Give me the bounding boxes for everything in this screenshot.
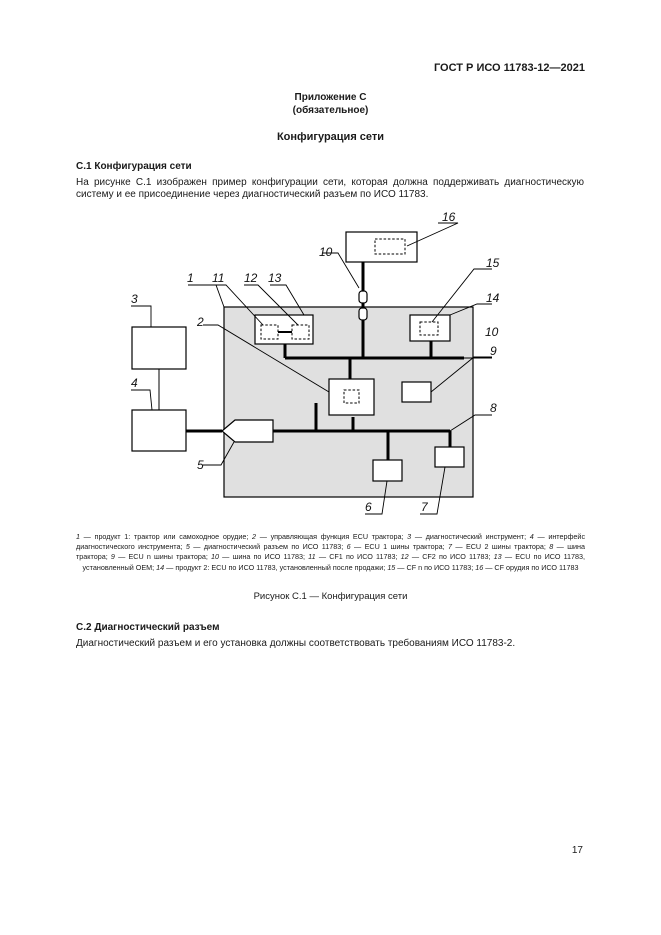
cf2-box bbox=[292, 325, 309, 339]
callout-4: 4 bbox=[131, 376, 138, 390]
annex-name: Конфигурация сети bbox=[276, 131, 385, 143]
callout-9: 9 bbox=[490, 344, 497, 358]
section-2-heading: С.2 Диагностический разъем bbox=[76, 622, 220, 633]
ecu-1-box bbox=[373, 460, 402, 481]
legend-item: 16 — CF орудия по ИСО 11783 bbox=[475, 562, 579, 572]
cf-n-box bbox=[420, 322, 438, 335]
legend-item: 12 — CF2 по ИСО 11783; bbox=[400, 552, 491, 562]
legend-item: 15 — CF n по ИСО 11783; bbox=[387, 562, 474, 572]
callout-7: 7 bbox=[421, 500, 428, 514]
legend-item: 8 — шина трактора; bbox=[76, 542, 586, 562]
legend-item: 1 — продукт 1: трактор или самоходное орудие; bbox=[76, 532, 249, 541]
page-number: 17 bbox=[571, 845, 583, 856]
standard-designation: ГОСТ Р ИСО 11783-12—2021 bbox=[433, 62, 585, 74]
diagnostic-tool-box bbox=[132, 327, 186, 369]
callout-1: 1 bbox=[187, 271, 194, 285]
callout-13: 13 bbox=[268, 271, 282, 285]
callout-15: 15 bbox=[486, 256, 500, 270]
figure-legend bbox=[76, 532, 585, 573]
legend-item: 13 — ECU по ИСО 11783, установленный OEM; bbox=[82, 552, 586, 572]
annex-type: (обязательное) bbox=[292, 105, 369, 116]
callout-14: 14 bbox=[486, 291, 500, 305]
legend-item: 2 — управляющая функция ECU трактора; bbox=[252, 532, 404, 541]
callout-2: 2 bbox=[197, 315, 204, 329]
callout-11: 11 bbox=[212, 271, 225, 285]
legend-item: 11 — CF1 по ИСО 11783; bbox=[308, 552, 398, 562]
section-1-text: На рисунке С.1 изображен пример конфигурации сети, которая должна поддерживать диагностическую систему и ее присоединение через диагностический разъем по ИСО 11783. bbox=[76, 177, 584, 200]
callout-16: 16 bbox=[442, 210, 456, 224]
tool-interface-box bbox=[132, 410, 186, 451]
legend-item: 4 — интерфейс диагностического инструмента; bbox=[76, 532, 586, 552]
implement-cf-box bbox=[375, 239, 405, 254]
callout-12: 12 bbox=[244, 271, 258, 285]
section-1-heading: С.1 Конфигурация сети bbox=[76, 161, 192, 172]
figure-caption: Рисунок С.1 — Конфигурация сети bbox=[253, 591, 408, 602]
callout-5: 5 bbox=[197, 458, 204, 472]
tractor-control-function-box bbox=[344, 390, 359, 403]
legend-item: 9 — ECU n шины трактора; bbox=[110, 552, 208, 562]
callout-6: 6 bbox=[365, 500, 372, 514]
callout-3: 3 bbox=[131, 292, 138, 306]
section-2-text: Диагностический разъем и его установка должны соответствовать требованиям ИСО 11783-2. bbox=[76, 638, 516, 649]
callout-8: 8 bbox=[490, 401, 497, 415]
callout-10-implement-link: 10 bbox=[319, 245, 333, 259]
legend-item: 10 — шина по ИСО 11783; bbox=[211, 552, 305, 562]
iso-bus-breakaway-lower bbox=[359, 308, 367, 320]
legend-item: 3 — диагностический инструмент; bbox=[407, 532, 527, 541]
cf1-box bbox=[261, 325, 278, 339]
legend-item: 14 — продукт 2: ECU по ИСО 11783, установленный после продажи; bbox=[156, 562, 386, 572]
ecu-2-box bbox=[435, 447, 464, 467]
legend-item: 7 — ECU 2 шины трактора; bbox=[447, 542, 546, 552]
legend-item: 6 — ECU 1 шины трактора; bbox=[346, 542, 445, 552]
annex-title: Приложение С bbox=[294, 92, 367, 103]
callout-10-iso-bus: 10 bbox=[485, 325, 499, 339]
ecu-n-box bbox=[402, 382, 431, 402]
iso-bus-breakaway-upper bbox=[359, 291, 367, 303]
network-configuration-figure bbox=[100, 207, 520, 517]
legend-item: 5 — диагностический разъем по ИСО 11783; bbox=[185, 542, 344, 552]
